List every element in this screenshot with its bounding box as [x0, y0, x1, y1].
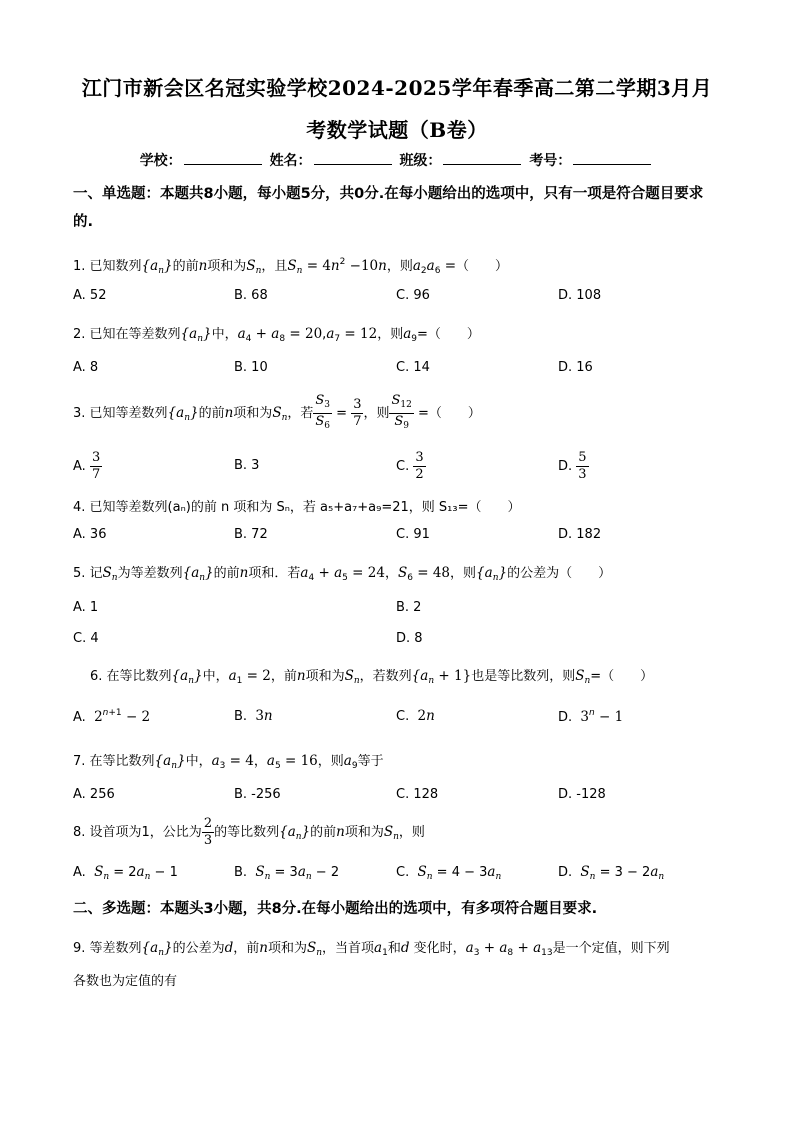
question-9-line2: 各数也为定值的有 [73, 974, 178, 989]
class-blank[interactable] [443, 152, 521, 165]
q8-option-a[interactable]: A. $S_n = 2a_n - 1$ [73, 864, 178, 882]
question-3: 3. 已知等差数列$\{a_n\}$的前n项和为$S_n$，若 $\frac{S_3}{S_6}$ = $\frac{3}{7}$ ，则 $\frac{S_{12}}{S_9}$ =（ ） [73, 393, 481, 431]
q7-option-a[interactable]: A. 256 [73, 787, 115, 802]
q1-option-d[interactable]: D. 108 [558, 288, 602, 303]
question-8: 8. 设首项为1，公比为 $\frac{2}{3}$ 的等比数列$\{a_n\}$的前n项和为$S_n$，则 [73, 816, 425, 848]
q8-option-c[interactable]: C. $S_n = 4 - 3a_n$ [396, 864, 502, 882]
q8-option-b[interactable]: B. $S_n = 3a_n - 2$ [234, 864, 340, 882]
q5-option-b[interactable]: B. 2 [396, 600, 422, 615]
q4-option-b[interactable]: B. 72 [234, 527, 268, 542]
q2-option-c[interactable]: C. 14 [396, 360, 430, 375]
class-label: 班级： [399, 153, 442, 169]
q7-option-c[interactable]: C. 128 [396, 787, 439, 802]
q2-option-b[interactable]: B. 10 [234, 360, 268, 375]
school-label: 学校： [139, 153, 182, 169]
q1-option-c[interactable]: C. 96 [396, 288, 430, 303]
question-4: 4. 已知等差数列(aₙ)的前 n 项和为 Sₙ，若 a₅+a₇+a₉=21，则 S₁₃=（ ） [73, 500, 521, 515]
q6-option-d[interactable]: D. $3^n - 1$ [558, 708, 624, 725]
section-2-heading: 二、多选题：本题头3小题，共8分.在每小题给出的选项中，有多项符合题目要求. [73, 901, 598, 917]
exam-title-line1: 江门市新会区名冠实验学校2024-2025学年春季高二第二学期3月月 [81, 76, 713, 100]
school-blank[interactable] [184, 152, 262, 165]
exam-title-line2: 考数学试题（B卷） [306, 118, 488, 142]
q6-option-c[interactable]: C. 2n [396, 708, 435, 724]
q3-option-b[interactable]: B. 3 [234, 458, 260, 473]
q1-option-b[interactable]: B. 68 [234, 288, 268, 303]
examno-label: 考号： [529, 153, 572, 169]
student-info-line [0, 150, 794, 170]
q3-option-d[interactable]: D. $\frac{5}{3}$ [558, 450, 587, 482]
question-1: 1. 已知数列$\{a_n\}$的前n项和为$S_n$，且$S_n = 4n^2 -10n$，则$a_2a_6$ =（ ） [73, 257, 509, 276]
section-1-heading: 一、单选题：本题共8小题，每小题5分，共0分.在每小题给出的选项中，只有一项是符合题目要求的. [73, 186, 704, 230]
question-2: 2. 已知在等差数列$\{a_n\}$中，$a_4 + a_8 = 20,a_7 = 12$，则$a_9=$（ ） [73, 326, 480, 344]
q5-option-d[interactable]: D. 8 [396, 631, 423, 646]
q6-option-b[interactable]: B. 3n [234, 708, 273, 724]
name-label: 姓名： [269, 153, 312, 169]
question-6: 6. 在等比数列$\{a_n\}$中，$a_1 = 2$，前n项和为$S_n$，若数列$\{a_n + 1\}$也是等比数列，则$S_n=$（ ） [90, 668, 654, 686]
q7-option-b[interactable]: B. -256 [234, 787, 281, 802]
q5-option-c[interactable]: C. 4 [73, 631, 99, 646]
question-5: 5. 记$S_n$为等差数列$\{a_n\}$的前n项和．若$a_4 + a_5 = 24$，$S_6 = 48$，则$\{a_n\}$的公差为（ ） [73, 565, 612, 583]
q4-option-d[interactable]: D. 182 [558, 527, 602, 542]
q2-option-d[interactable]: D. 16 [558, 360, 593, 375]
q4-option-a[interactable]: A. 36 [73, 527, 107, 542]
name-blank[interactable] [314, 152, 392, 165]
examno-blank[interactable] [573, 152, 651, 165]
q4-option-c[interactable]: C. 91 [396, 527, 430, 542]
question-9: 9. 等差数列$\{a_n\}$的公差为d，前n项和为$S_n$，当首项$a_1$和d 变化时，$a_3 + a_8 + a_{13}$是一个定值，则下列 [73, 940, 670, 958]
q2-option-a[interactable]: A. 8 [73, 360, 99, 375]
q7-option-d[interactable]: D. -128 [558, 787, 606, 802]
q3-option-a[interactable]: A. $\frac{3}{7}$ [73, 450, 101, 482]
q5-option-a[interactable]: A. 1 [73, 600, 99, 615]
q8-option-d[interactable]: D. $S_n = 3 - 2a_n$ [558, 864, 665, 882]
q3-option-c[interactable]: C. $\frac{3}{2}$ [396, 450, 424, 482]
q1-option-a[interactable]: A. 52 [73, 288, 107, 303]
question-7: 7. 在等比数列$\{a_n\}$中，$a_3 = 4$，$a_5 = 16$，则$a_9$等于 [73, 753, 384, 771]
q6-option-a[interactable]: A. $2^{n+1} - 2$ [73, 708, 151, 725]
